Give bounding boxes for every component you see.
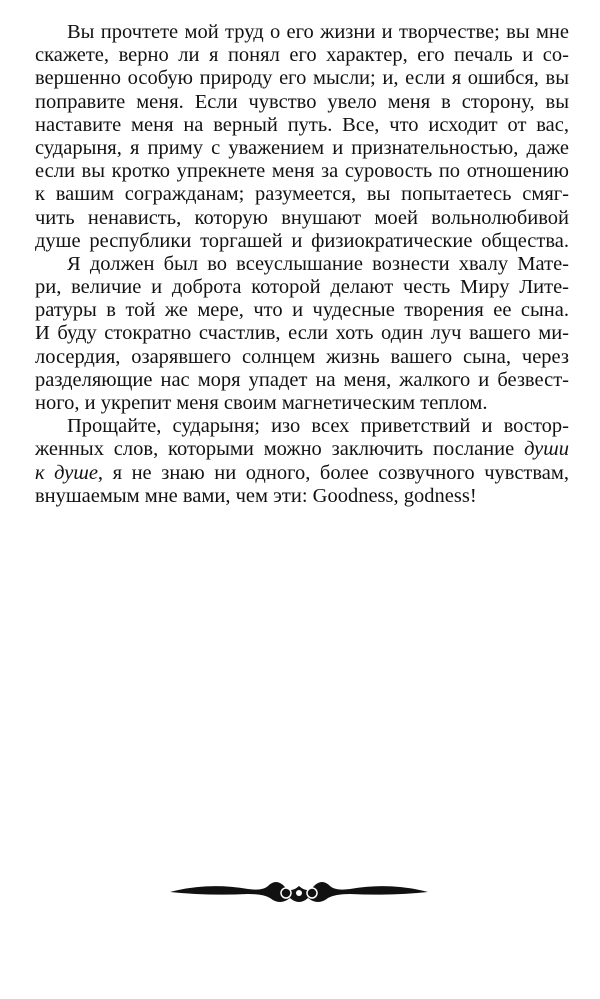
text-line: И буду стократно счастлив, если хоть один луч вашего ми-	[35, 322, 569, 345]
text-line: Я должен был во всеуслышание вознести хвалу Мате-	[67, 252, 569, 275]
text-line: разделяющие нас моря упадет на меня, жалкого и безвест-	[35, 368, 569, 391]
text-line: наставите меня на верный путь. Все, что исходит от вас,	[35, 113, 569, 136]
text-line: к вашим согражданам; разумеется, вы попытаетесь смяг-	[35, 183, 569, 206]
text-span: , я не знаю ни одного, более созвучного чувствам,	[97, 461, 569, 484]
text-line	[35, 438, 569, 461]
text-line: скажете, верно ли я понял его характер, его печаль и со-	[35, 44, 569, 67]
text-line: если вы кротко упрекнете меня за суровость по отношению	[35, 160, 569, 183]
ornament-vignette-icon	[168, 872, 430, 912]
text-line: душе республики торгашей и физиократические общества.	[35, 229, 569, 252]
text-line: ри, величие и доброта которой делают честь Миру Лите-	[35, 276, 569, 299]
book-page-text	[35, 21, 569, 508]
text-line: вершенно особую природу его мысли; и, если я ошибся, вы	[35, 67, 569, 90]
paragraph-3	[35, 415, 569, 508]
text-line: внушаемым мне вами, чем эти: Goodness, godness!	[35, 484, 477, 507]
italic-text: души	[524, 438, 570, 461]
text-line: ратуры в той же мере, что и чудесные творения ее сына.	[35, 299, 569, 322]
italic-text: к душе	[35, 461, 98, 484]
text-line: Прощайте, сударыня; изо всех приветствий и востор-	[67, 415, 569, 438]
text-line: чить ненависть, которую внушают моей вольнолюбивой	[35, 206, 569, 229]
text-line: Вы прочтете мой труд о его жизни и творчестве; вы мне	[67, 21, 569, 43]
text-line: поправите меня. Если чувство увело меня в сторону, вы	[35, 90, 569, 113]
text-line: сударыня, я приму с уважением и признательностью, даже	[35, 136, 569, 159]
text-line: ного, и укрепит меня своим магнетическим теплом.	[35, 392, 488, 414]
text-line: лосердия, озарявшего солнцем жизнь вашего сына, через	[35, 345, 569, 368]
paragraph-2	[35, 253, 569, 415]
text-line	[35, 462, 569, 485]
paragraph-1	[35, 21, 569, 253]
text-span: женных слов, которыми можно заключить послание	[35, 438, 515, 461]
